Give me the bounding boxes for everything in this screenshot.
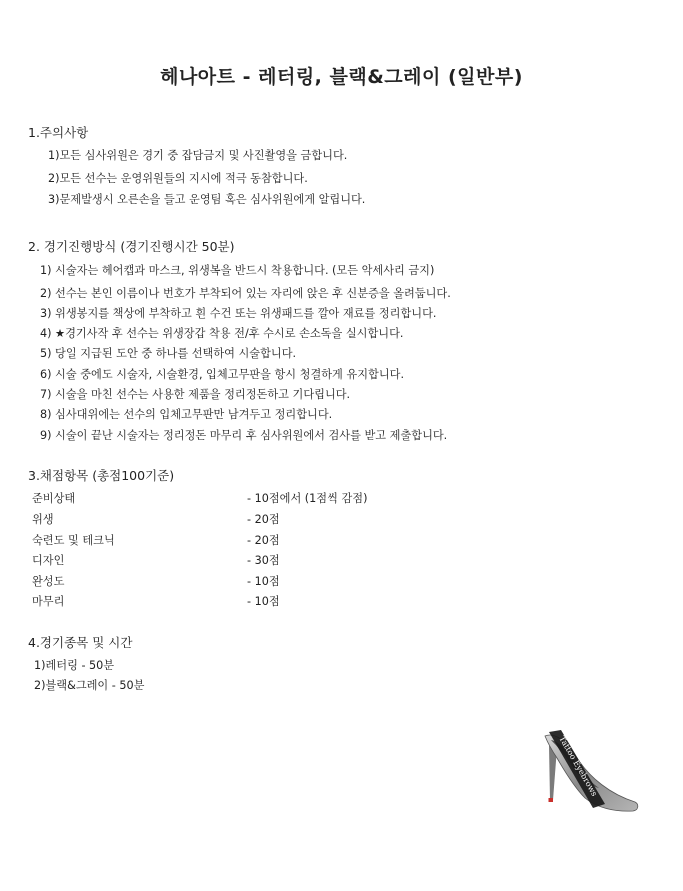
score-item-name: 위생 — [32, 513, 54, 526]
page-title: 헤나아트 - 레터링, 블랙&그레이 (일반부) — [160, 66, 523, 88]
high-heel-shoe-icon — [535, 728, 645, 828]
score-item-value: - 30점 — [247, 554, 280, 567]
section-1-heading: 1.주의사항 — [28, 125, 89, 140]
section-1-item: 2)모든 선수는 운영위원들의 지시에 적극 동참합니다. — [48, 172, 308, 185]
section-2-item: 8) 심사대위에는 선수의 입체고무판만 남겨두고 정리합니다. — [40, 408, 333, 421]
section-3-heading: 3.채점항목 (총점100기준) — [28, 468, 175, 483]
score-item-value: - 10점에서 (1점씩 감점) — [247, 492, 368, 505]
section-1-item: 3)문제발생시 오른손을 들고 운영팀 혹은 심사위원에게 알립니다. — [48, 193, 366, 206]
section-4-heading: 4.경기종목 및 시간 — [28, 635, 133, 650]
score-item-value: - 20점 — [247, 534, 280, 547]
section-2-item: 6) 시술 중에도 시술자, 시술환경, 입체고무판을 항시 청결하게 유지합니다. — [40, 368, 405, 381]
section-2-item: 4) ★경기사작 후 선수는 위생장갑 착용 전/후 수시로 손소독을 실시합니다. — [40, 327, 404, 340]
section-2-item: 9) 시술이 끝난 시술자는 정리정돈 마무리 후 심사위원에서 검사를 받고 제출합니다. — [40, 429, 448, 442]
score-item-value: - 10점 — [247, 595, 280, 608]
section-2-item: 5) 당일 지급된 도안 중 하나를 선택하여 시술합니다. — [40, 347, 297, 360]
section-2-item: 1) 시술자는 헤어캡과 마스크, 위생복을 반드시 착용합니다. (모든 악세사리 금지) — [40, 264, 435, 277]
score-item-name: 숙련도 및 테크닉 — [32, 534, 115, 547]
section-2-item: 3) 위생봉지를 책상에 부착하고 흰 수건 또는 위생패드를 깔아 재료를 정리합니다. — [40, 307, 437, 320]
section-1-item: 1)모든 심사위원은 경기 중 잡담금지 및 사진촬영을 금합니다. — [48, 149, 348, 162]
logo-text: Tattoo Eyebrows — [557, 734, 600, 798]
score-item-value: - 20점 — [247, 513, 280, 526]
score-item-name: 준비상태 — [32, 492, 76, 505]
section-2-item: 7) 시술을 마친 선수는 사용한 제품을 정리정돈하고 기다립니다. — [40, 388, 351, 401]
section-4-item: 1)레터링 - 50분 — [34, 659, 115, 672]
section-4-item: 2)블랙&그레이 - 50분 — [34, 679, 145, 692]
score-item-name: 마무리 — [32, 595, 65, 608]
section-2-heading: 2. 경기진행방식 (경기진행시간 50분) — [28, 239, 235, 254]
score-item-name: 디자인 — [32, 554, 65, 567]
score-item-name: 완성도 — [32, 575, 65, 588]
score-item-value: - 10점 — [247, 575, 280, 588]
section-2-item: 2) 선수는 본인 이름이나 번호가 부착되어 있는 자리에 앉은 후 신분증을 올려둡니다. — [40, 287, 451, 300]
